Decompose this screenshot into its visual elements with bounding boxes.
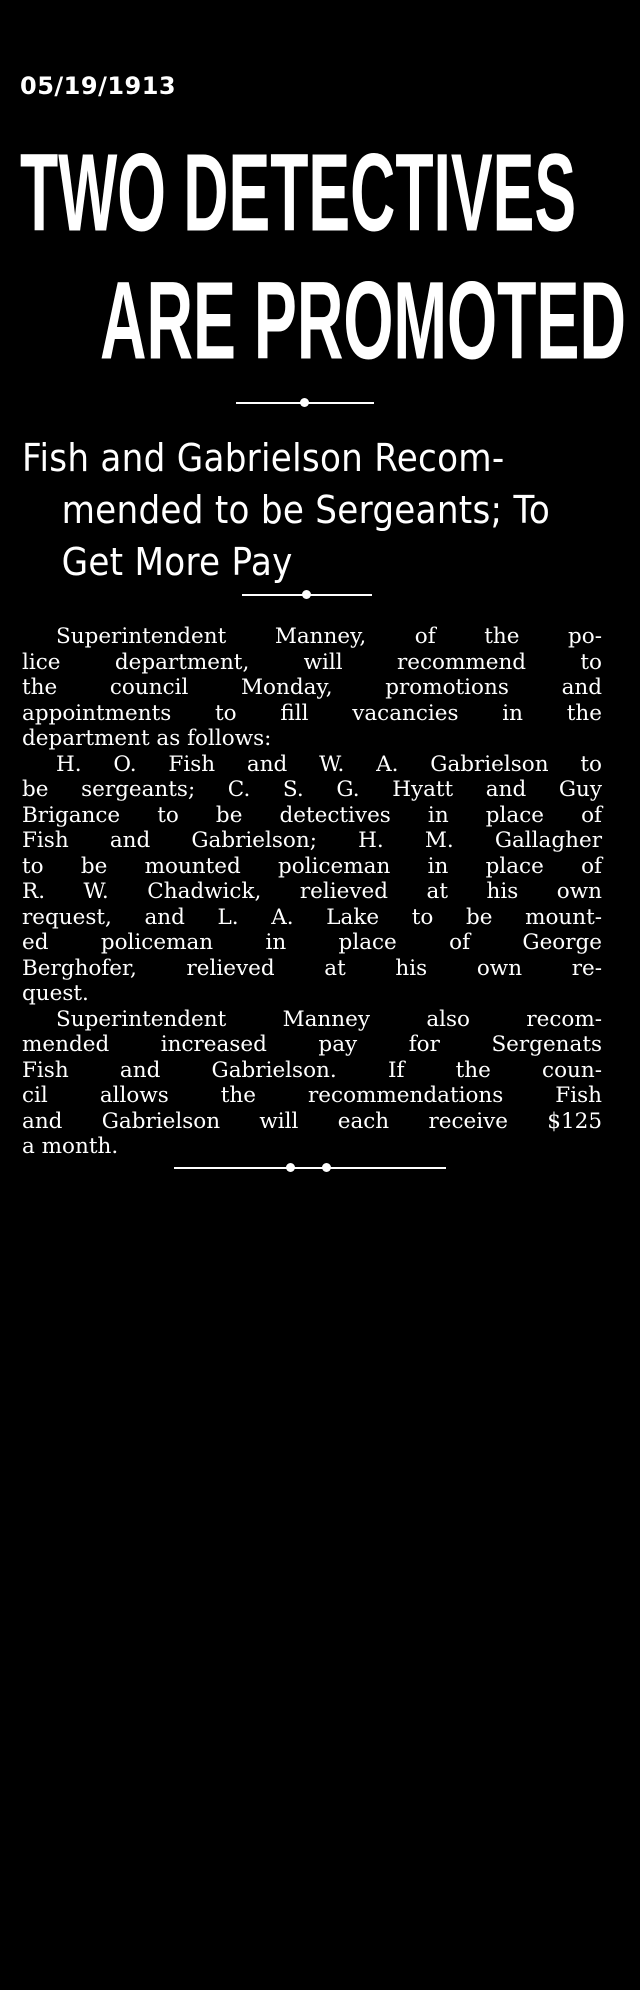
headline-line-2: ARE PROMOTED: [100, 260, 626, 383]
ornament-dot: [302, 590, 311, 599]
story-line: mended increased pay for Sergenats: [22, 1032, 602, 1057]
story-line: and Gabrielson will each receive $125: [22, 1108, 602, 1134]
clipping-date: 05/19/1913: [20, 72, 177, 100]
subhead-line-3: Get More Pay: [61, 540, 293, 584]
story-line: cil allows the recommendations Fish: [22, 1083, 602, 1108]
story-line: Berghofer, relieved at his own re-: [22, 955, 602, 981]
story-line: Fish and Gabrielson. If the coun-: [22, 1057, 602, 1083]
story-line: Fish and Gabrielson; H. M. Gallagher: [22, 828, 602, 853]
story-line: to be mounted policeman in place of: [22, 853, 602, 879]
ornament-rule-middle: [242, 594, 372, 596]
ornament-dot: [286, 1163, 295, 1172]
story-line: Superintendent Manney, of the po-: [56, 624, 602, 649]
story-line: a month.: [22, 1134, 119, 1159]
ornament-dot: [300, 398, 309, 407]
story-line: quest.: [22, 981, 89, 1006]
ornament-rule-bottom: [174, 1167, 446, 1169]
story-line: Brigance to be detectives in place of: [22, 802, 602, 828]
story-line: H. O. Fish and W. A. Gabrielson to: [56, 751, 602, 777]
story-line: the council Monday, promotions and: [22, 675, 602, 700]
story-line: appointments to fill vacancies in the: [22, 700, 602, 726]
story-line: ed policeman in place of George: [22, 930, 602, 955]
story-line: department as follows:: [22, 726, 272, 751]
subhead-line-1: Fish and Gabrielson Recom-: [22, 436, 505, 480]
story-line: lice department, will recommend to: [22, 649, 602, 675]
story-line: R. W. Chadwick, relieved at his own: [22, 879, 602, 904]
story-line: be sergeants; C. S. G. Hyatt and Guy: [22, 777, 602, 802]
subhead-line-2: mended to be Sergeants; To: [61, 488, 551, 532]
story-line: Superintendent Manney also recom-: [56, 1006, 602, 1032]
headline-line-1: TWO DETECTIVES: [20, 132, 577, 255]
ornament-rule-top: [236, 402, 374, 404]
story-line: request, and L. A. Lake to be mount-: [22, 904, 602, 930]
story-body: [22, 624, 602, 1160]
subheadline: [22, 432, 551, 588]
ornament-dot: [322, 1163, 331, 1172]
